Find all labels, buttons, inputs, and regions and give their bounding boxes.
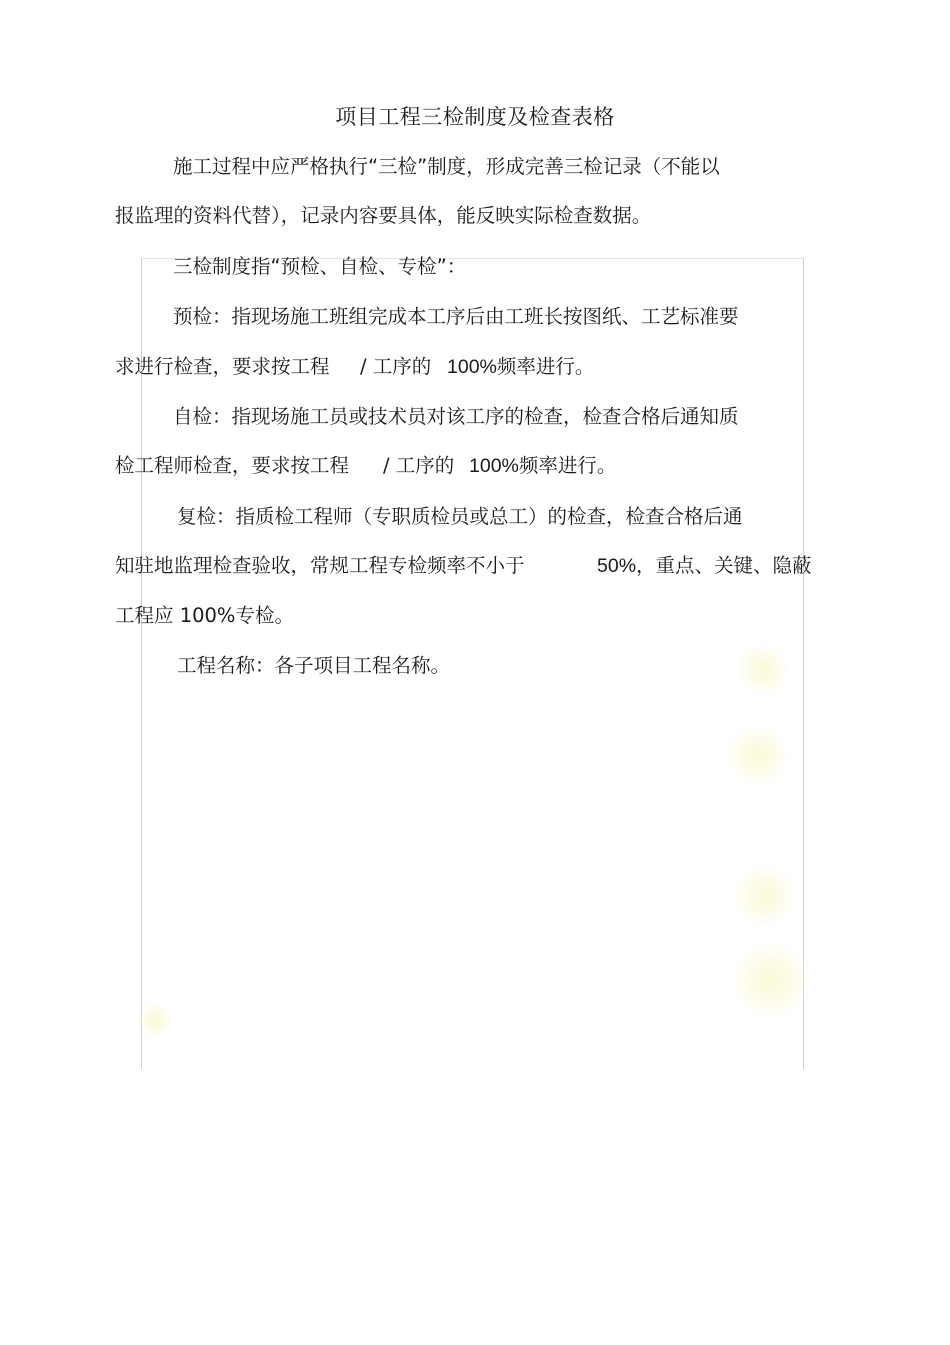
recheck-line-3: 工程应 100%专检。 [115, 604, 294, 627]
precheck-line-2b: / 工序的 [360, 355, 432, 378]
scan-smudge [735, 935, 805, 1025]
scan-smudge [728, 720, 788, 790]
intro-line-1: 施工过程中应严格执行“三检”制度，形成完善三检记录（不能以 [173, 155, 720, 178]
selfcheck-line-2b: / 工序的 [383, 454, 455, 477]
precheck-line-2a: 求进行检查，要求按工程 [115, 355, 330, 378]
project-name-label: 工程名称：各子项目工程名称。 [177, 654, 451, 677]
document-title: 项目工程三检制度及检查表格 [335, 105, 615, 129]
recheck-line-2b: 50%，重点、关键、隐蔽 [597, 555, 812, 577]
scan-smudge [138, 1000, 172, 1040]
precheck-line-2c: 100%频率进行。 [447, 356, 595, 378]
selfcheck-line-2a: 检工程师检查，要求按工程 [115, 454, 350, 477]
scan-smudge [738, 640, 788, 700]
precheck-line-1: 预检：指现场施工班组完成本工序后由工班长按图纸、工艺标准要 [173, 305, 739, 328]
scan-smudge [735, 860, 795, 930]
intro-line-2: 报监理的资料代替），记录内容要具体，能反映实际检查数据。 [115, 204, 652, 227]
definition-heading: 三检制度指“预检、自检、专检”： [173, 255, 467, 278]
selfcheck-line-1: 自检：指现场施工员或技术员对该工序的检查，检查合格后通知质 [173, 405, 739, 428]
recheck-line-2a: 知驻地监理检查验收，常规工程专检频率不小于 [115, 554, 525, 577]
selfcheck-line-2c: 100%频率进行。 [469, 455, 617, 477]
recheck-line-1: 复检：指质检工程师（专职质检员或总工）的检查，检查合格后通 [177, 505, 743, 528]
